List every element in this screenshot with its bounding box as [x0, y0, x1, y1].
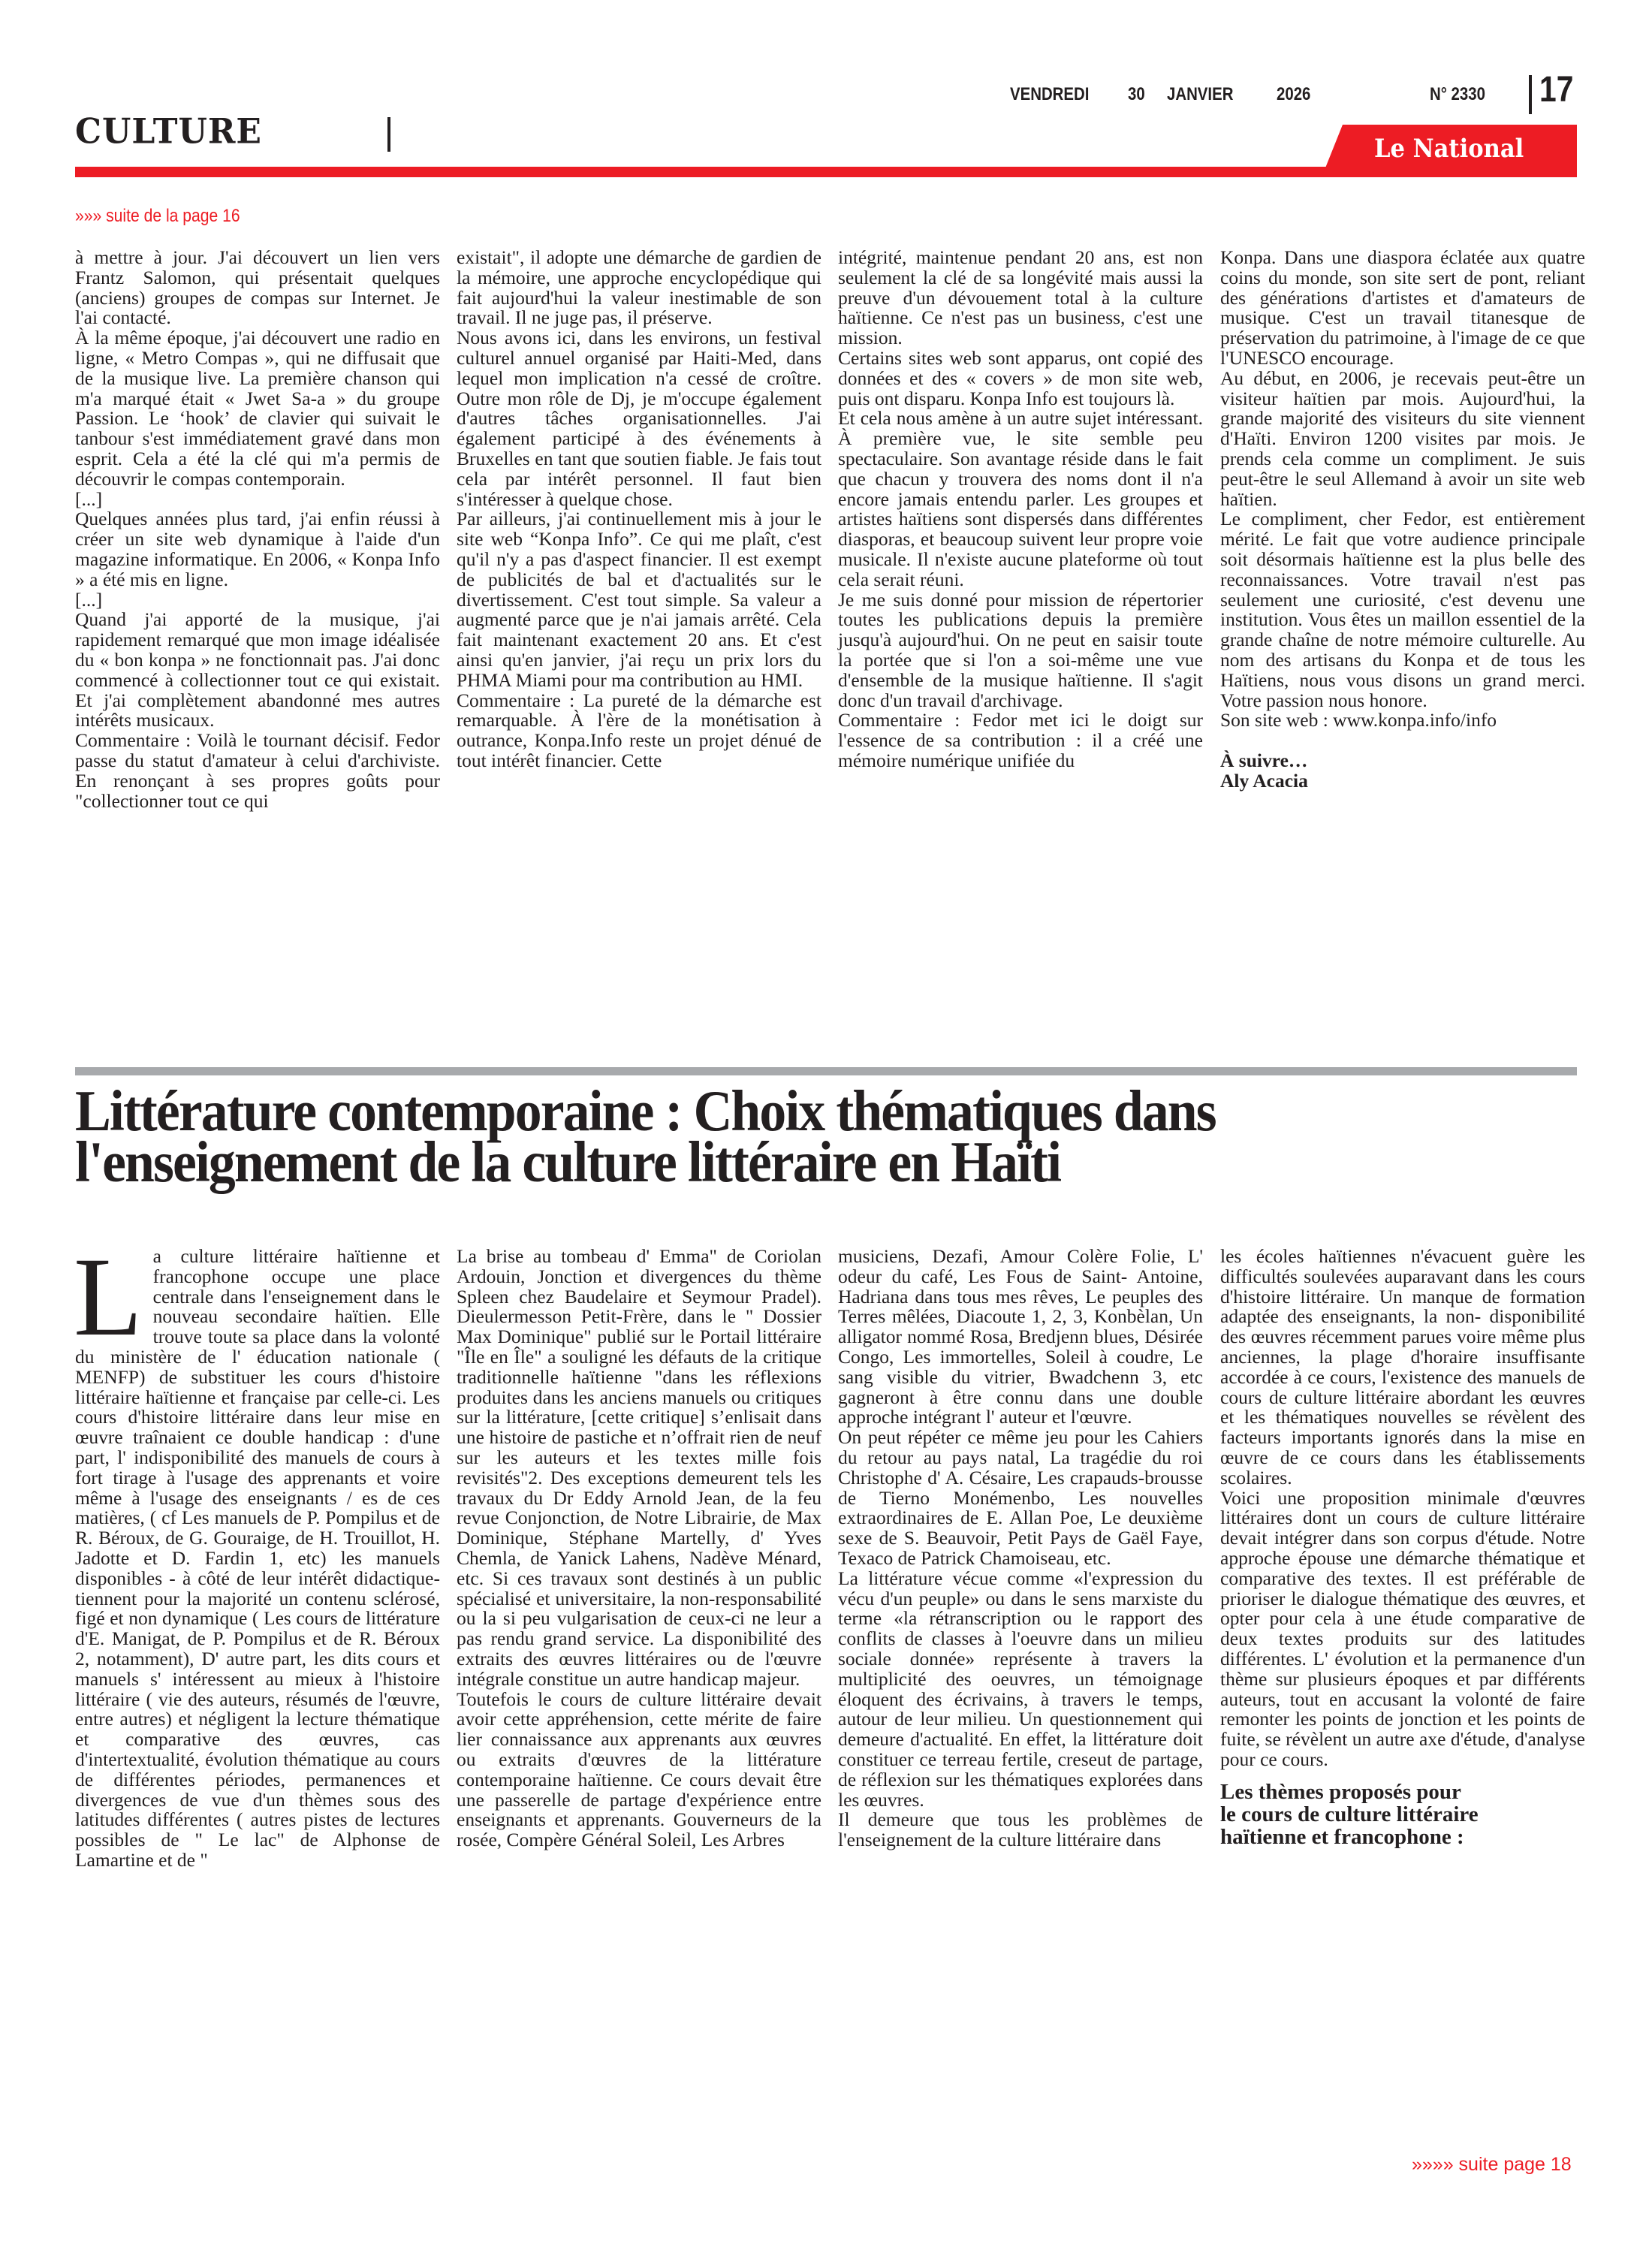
- article-divider: [75, 1067, 1577, 1075]
- paragraph: musiciens, Dezafi, Amour Colère Folie, L' odeur du café, Les Fous de Saint- Antoine, Hadriana dans tous mes rêves, Le peuples des Terres mêlées, Diacoute 1, 2, 3, Konbèlan, Un alligator nommé Rosa, Bredjenn blues, Désirée Congo, Les immortelles, Soleil à coudre, Le sang visible du vitrier, Bwadchenn 3, etc gagneront à être connu dans une double approche intégrant l' auteur et l'œuvre.: [838, 1245, 1203, 1428]
- page-number-divider: [1529, 75, 1532, 114]
- article2-column-1: [74, 1235, 440, 1871]
- author-byline: [1220, 771, 1585, 792]
- paragraph: Toutefois le cours de culture littéraire devait avoir cette appréhension, cette mérite de faire lier connaissance aux apprenants aux œuvres ou extraits d'œuvres de la littérature contemporaine haïtienne. Ce cours devait être une passerelle de partage d'expérience entre enseignants et apprenants. Gouverneurs de la rosée, Compère Général Soleil, Les Arbres: [457, 1687, 821, 1851]
- paragraph: [...]: [75, 588, 103, 611]
- section-divider: [387, 117, 390, 152]
- paragraph: Quelques années plus tard, j'ai enfin réussi à créer un site web dynamique à l'aide d'un magazine informatique. En 2006, « Konpa Info » a été mis en ligne.: [75, 508, 440, 590]
- paragraph: Au début, en 2006, je recevais peut-être un visiteur haïtien par mois. Aujourd'hui, la grande majorité des visiteurs du site viennent d'Haïti. Environ 1200 visites par mois. Je prends cela comme un compliment. Je suis peut-être le seul Allemand à avoir un site web haïtien.: [1220, 366, 1585, 510]
- paragraph: les écoles haïtiennes n'évacuent guère les difficultés soulevées auparavant dans les cours d'histoire littéraire. Un manque de formation adaptée des enseignants, la non- disponibilité des œuvres récemment parues voire même plus anciennes, la plage d'horaire insuffisante accordée à ce cours, l'existence des manuels de cours de culture littéraire abordant les œuvres et les thématiques nouvelles se révèlent des facteurs importants ignorés dans la mise en œuvre de ce cours dans les établissements scolaires.: [1220, 1245, 1585, 1488]
- paragraph: Commentaire : La pureté de la démarche est remarquable. À l'ère de la monétisation à outrance, Konpa.Info reste un projet dénué de tout intérêt financier. Cette: [457, 689, 821, 771]
- date-month: JANVIER: [1167, 84, 1234, 104]
- article2-column-2: [457, 1247, 821, 1850]
- paragraph: Konpa. Dans une diaspora éclatée aux quatre coins du monde, son site sert de pont, reliant des générations d'artistes et d'amateurs de musique. C'est un travail titanesque de préservation du patrimoine, à l'image de ce que l'UNESCO encourage.: [1220, 246, 1585, 369]
- to-be-continued-text: À suivre…: [1220, 749, 1308, 771]
- date-year: 2026: [1277, 84, 1311, 104]
- subheading-line-3: haïtienne et francophone :: [1220, 1824, 1464, 1849]
- article1-column-3: [838, 248, 1203, 771]
- article1-column-2: [457, 248, 821, 771]
- date-day: VENDREDI: [1010, 84, 1090, 104]
- paragraph: Le compliment, cher Fedor, est entièrement mérité. Le fait que votre audience principale soit désormais haïtienne est la plus belle des reconnaissances. Votre travail n'est pas seulement une curiosité, c'est devenu une institution. Vous êtes un maillon essentiel de la grande chaîne de notre mémoire culturelle. Au nom des artisans du Konpa et de tous les Haïtiens, nous vous disons un grand merci. Votre passion nous honore.: [1220, 508, 1585, 711]
- paragraph: [74, 1235, 440, 1871]
- paragraph: Et cela nous amène à un autre sujet intéressant. À première vue, le site semble peu spectaculaire. Son avantage réside dans le fait que chacun y trouvera des noms dont il n'a encore jamais entendu parler. Les groupes et artistes haïtiens sont dispersés dans différentes diasporas, et beaucoup suivent leur propre voie musicale. Il n'existe aucune plateforme où tout cela serait réuni.: [838, 407, 1203, 590]
- headline-line-1: Littérature contemporaine : Choix thématiques dans: [75, 1078, 1216, 1143]
- paragraph: Nous avons ici, dans les environs, un festival culturel annuel organisé par Haiti-Med, dans lequel mon implication n'a cessé de croître. Outre mon rôle de Dj, je m'occupe également d'autres tâches organisationnelles. J'ai également participé à des événements à Bruxelles en tant que soutien fiable. Je fais tout cela par intérêt personnel. Il faut bien s'intéresser à quelque chose.: [457, 327, 821, 510]
- paragraph: La littérature vécue comme «l'expression du vécu d'un peuple» ou dans le sens marxiste du terme «la rétranscription ou le rapport des conflits de classes à l'oeuvre dans un milieu sociale donnée» représente à travers la multiplicité des oeuvres, un témoignage éloquent des écrivains, à travers le temps, autour de leur milieu. Un questionnement qui demeure d'actualité. En effet, la littérature doit constituer ce terreau fertile, creseut de partage, de réflexion sur les thématiques explorées dans les œuvres.: [838, 1567, 1203, 1811]
- page-number: 17: [1539, 70, 1574, 110]
- paragraph: Commentaire : Voilà le tournant décisif. Fedor passe du statut d'amateur à celui d'archiviste. En renonçant à ses propres goûts pour "collectionner tout ce qui: [75, 729, 440, 812]
- paragraph: à mettre à jour. J'ai découvert un lien vers Frantz Salomon, qui présentait quelques (anciens) groupes de compas sur Internet. Je l'ai contacté.: [75, 246, 440, 329]
- paragraph: La brise au tombeau d' Emma" de Coriolan Ardouin, Jonction et divergences du thème Spleen chez Baudelaire et Seymour Pradel). Dieulermesson Petit-Frère, dans le " Dossier Max Dominique" publié sur le Portail littéraire "Île en Île" a souligné les défauts de la critique traditionnelle haïtienne "dans les réflexions produites dans les anciens manuels ou critiques sur la littérature, [cette critique] s’enlisait dans une histoire de pastiche et n’offrait rien de neuf sur les auteurs et les textes mille fois revisités"2. Des exceptions demeurent tels les travaux du Dr Eddy Arnold Jean, de la feu revue Conjonction, de Notre Librairie, de Max Dominique, Stéphane Martelly, d' Yves Chemla, de Yanick Lahens, Nadève Ménard, etc. Si ces travaux sont destinés à un public spécialisé et universitaire, la non-responsabilité ou la si peu vulgarisation de ceux-ci ne leur a pas rendu grand service. La disponibilité des extraits des œuvres littéraires ou de l'œuvre intégrale constitue un autre handicap majeur.: [457, 1245, 821, 1690]
- paragraph: Il demeure que tous les problèmes de l'enseignement de la culture littéraire dans: [838, 1808, 1203, 1851]
- paragraph: Commentaire : Fedor met ici le doigt sur l'essence de sa contribution : il a créé une mémoire numérique unifiée du: [838, 709, 1203, 771]
- issue-number: N° 2330: [1430, 84, 1485, 104]
- subheading-line-2: le cours de culture littéraire: [1220, 1802, 1479, 1826]
- paragraph-text: a culture littéraire haïtienne et francophone occupe une place centrale dans l'enseignement dans le nouveau secondaire haïtien. Elle trouve toute sa place dans la volonté du ministère de l' éducation nationale ( MENFP) de substituer les cours d'histoire littéraire haïtienne et française par celle-ci. Les cours d'histoire littéraire dans leur mise en œuvre traînaient ce double handicap : d'une part, l' indisponibilité des manuels de cours à fort tirage à l'usage des apprenants et voire même à l'usage des enseignants / es de ces matières, ( cf Les manuels de P. Pompilus et de R. Béroux, de G. Gouraige, de H. Trouillot, H. Jadotte et D. Fardin 1, etc) les manuels disponibles - à côté de leur intérêt didactique- tiennent pour la majorité un contenu sclérosé, figé et non dynamique ( Les cours de littérature d'E. Manigat, de P. Pompilus et de R. Béroux 2, notamment), D' autre part, les dits cours et manuels s' intéressent au mieux à l'histoire littéraire ( vie des auteurs, résumés de l'œuvre, entre autres) et négligent la lecture thématique et comparative des œuvres, cas d'intertextualité, évolution thématique au cours de différentes périodes, permanences et divergences de vue d'un thèmes sous des latitudes différentes ( autres pistes de lectures possibles de " Le lac" de Alphonse de Lamartine et de ": [75, 1245, 440, 1871]
- paragraph: intégrité, maintenue pendant 20 ans, est non seulement la clé de sa longévité mais aussi la preuve d'un dévouement total à la culture haïtienne. Ce n'est pas un business, c'est une mission.: [838, 246, 1203, 349]
- headline-line-2: l'enseignement de la culture littéraire en Haïti: [75, 1130, 1061, 1194]
- spacer: [1220, 731, 1585, 751]
- website-line: Son site web : www.konpa.info/info: [1220, 709, 1497, 731]
- continued-to-link[interactable]: »»»» suite page 18: [1412, 2154, 1572, 2175]
- article2-column-3: [838, 1247, 1203, 1850]
- article1-column-4: [1220, 248, 1585, 792]
- article2-headline: [75, 1078, 1472, 1194]
- drop-cap: L: [74, 1235, 143, 1359]
- article1-column-1: [75, 248, 440, 811]
- paragraph: Voici une proposition minimale d'œuvres littéraires dont un cours de culture littéraire devait intégrer dans son corpus d'étude. Notre approche épouse une démarche thématique et comparative des textes. Il est préférable de prioriser le dialogue thématique des œuvres, et opter pour cela à une étude comparative de deux textes produits sur des latitudes différentes. L' évolution et la permanence d'un thème sur plusieurs époques et par différents auteurs, tout en accusant la volonté de faire remonter les points de jonction et les points de fuite, se révèlent un autre axe d'étude, d'analyse pour ce cours.: [1220, 1486, 1585, 1770]
- continued-from-link[interactable]: »»» suite de la page 16: [75, 206, 240, 226]
- paragraph: [...]: [75, 487, 103, 510]
- paragraph: On peut répéter ce même jeu pour les Cahiers du retour au pays natal, La tragédie du roi Christophe d' A. Césaire, Les crapauds-brousse de Tierno Monémenbo, Les nouvelles extraordinaires de E. Allan Poe, Le deuxième sexe de S. Beauvoir, Petit Pays de Gaël Faye, Texaco de Patrick Chamoiseau, etc.: [838, 1426, 1203, 1569]
- newspaper-brand: Le National: [1374, 134, 1524, 164]
- author-name: Aly Acacia: [1220, 769, 1308, 792]
- paragraph: À la même époque, j'ai découvert une radio en ligne, « Metro Compas », qui ne diffusait que de la musique live. La première chanson qui m'a marqué était « Jwet Sa-a » du groupe Passion. Le ‘hook’ de clavier qui suivait le tanbour s'est immédiatement gravé dans mon esprit. Cela a été la clé qui m'a permis de découvrir le compas contemporain.: [75, 327, 440, 490]
- paragraph: Certains sites web sont apparus, ont copié des données et des « covers » de mon site web, puis ont disparu. Konpa Info est toujours là.: [838, 346, 1203, 409]
- subheading: [1220, 1781, 1585, 1848]
- paragraph: Je me suis donné pour mission de répertorier toutes les publications depuis la première jusqu'à aujourd'hui. On ne peut en saisir toute la portée que si l'on a soi-même une vue d'ensemble de la musique haïtienne. Il s'agit donc d'un travail d'archivage.: [838, 588, 1203, 711]
- paragraph: existait", il adopte une démarche de gardien de la mémoire, une approche encyclopédique qui fait aujourd'hui la valeur inestimable de son travail. Il ne juge pas, il préserve.: [457, 246, 821, 329]
- section-title: CULTURE: [75, 111, 262, 152]
- paragraph: Quand j'ai apporté de la musique, j'ai rapidement remarqué que mon image idéalisée du « bon konpa » ne fonctionnait pas. J'ai donc commencé à collectionner tout ce qui existait. Et j'ai complètement abandonné mes autres intérêts musicaux.: [75, 608, 440, 731]
- subheading-line-1: Les thèmes proposés pour: [1220, 1779, 1461, 1804]
- to-be-continued: [1220, 751, 1585, 771]
- date-number: 30: [1128, 84, 1145, 104]
- article2-column-4: [1220, 1247, 1585, 1848]
- paragraph: Par ailleurs, j'ai continuellement mis à jour le site web “Konpa Info”. Ce qui me plaît, c'est qu'il n'y a pas d'aspect financier. Il est exempt de publicités de bal et d'actualités sur le divertissement. C'est tout simple. Sa valeur a augmenté parce que je n'ai jamais arrêté. Cela fait maintenant exactement 20 ans. Et c'est ainsi qu'en janvier, j'ai reçu un prix lors du PHMA Miami pour ma contribution au HMI.: [457, 508, 821, 691]
